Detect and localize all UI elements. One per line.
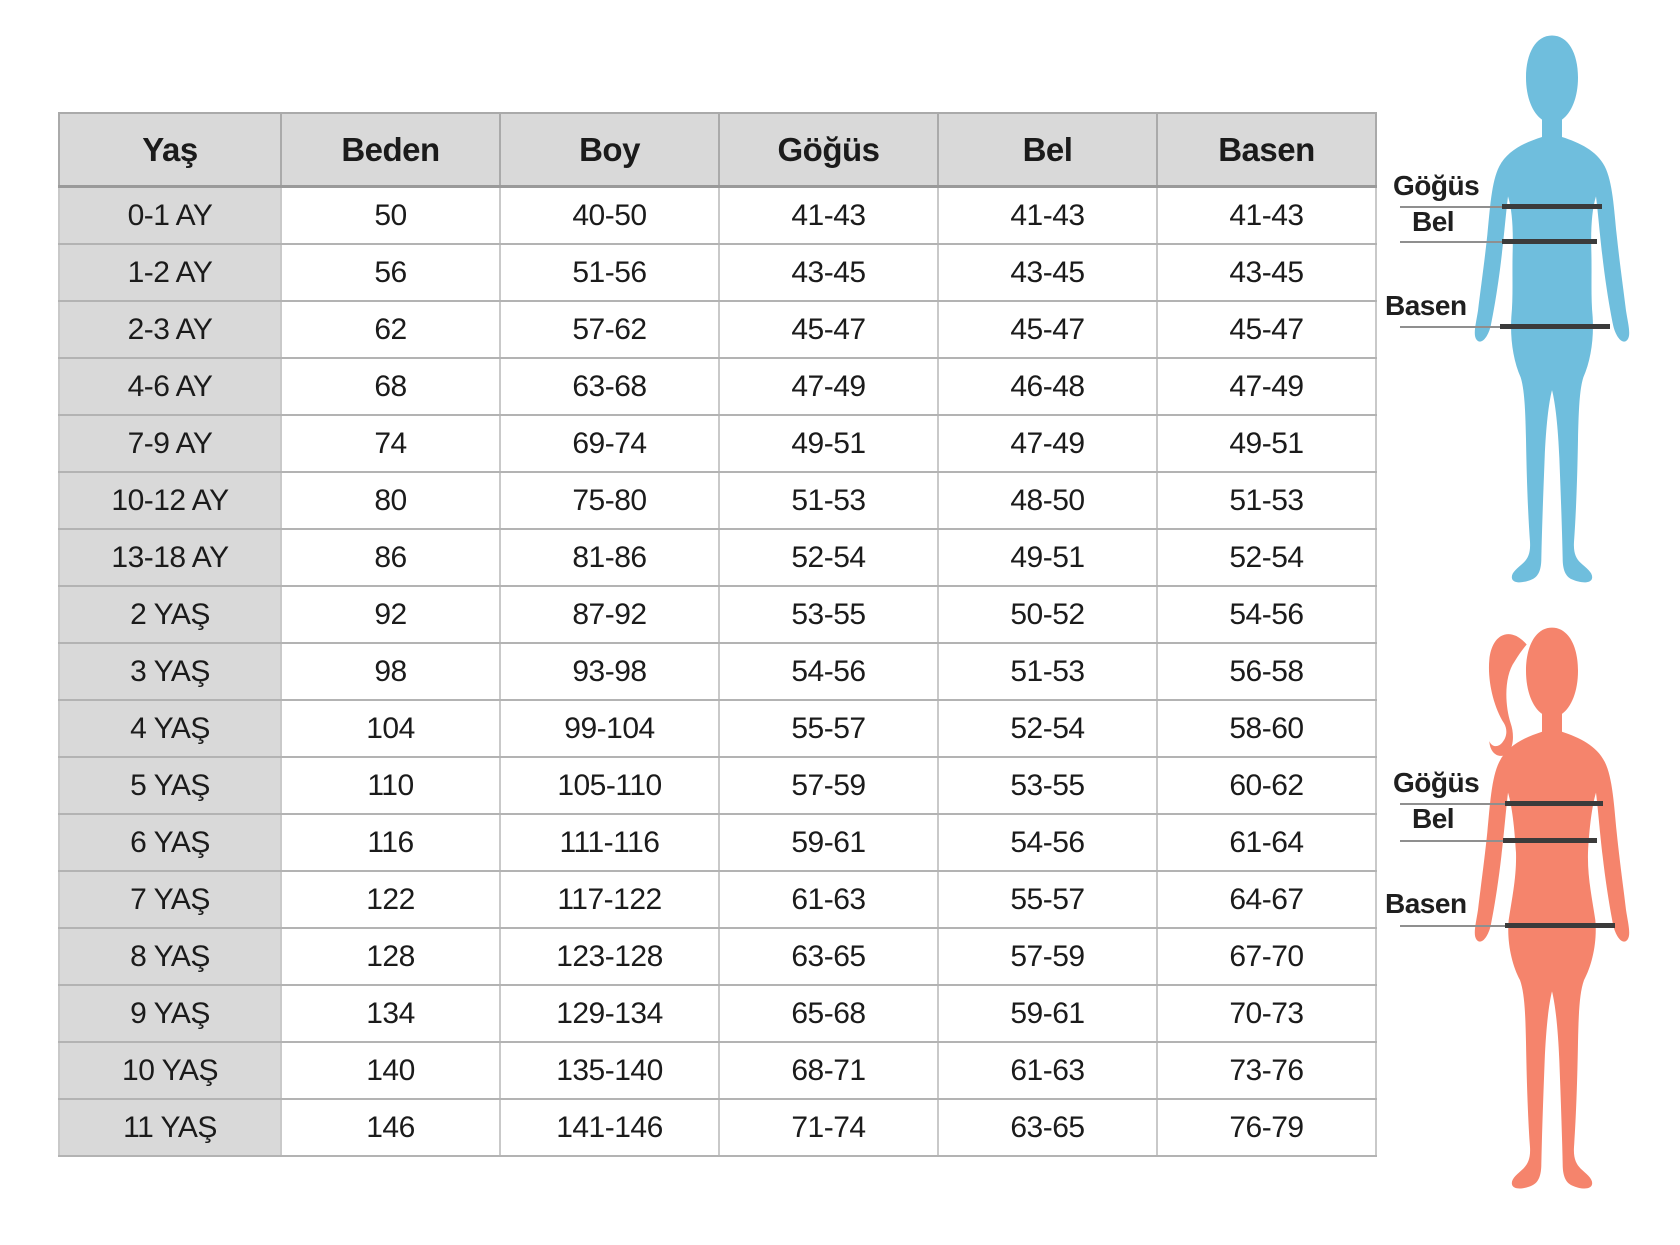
value-cell: 46-48 bbox=[938, 358, 1157, 415]
column-header: Basen bbox=[1157, 113, 1376, 187]
value-cell: 56-58 bbox=[1157, 643, 1376, 700]
age-cell: 6 YAŞ bbox=[59, 814, 281, 871]
value-cell: 98 bbox=[281, 643, 500, 700]
column-header: Yaş bbox=[59, 113, 281, 187]
table-body bbox=[59, 187, 1376, 1157]
table-row bbox=[59, 871, 1376, 928]
column-header: Bel bbox=[938, 113, 1157, 187]
value-cell: 68-71 bbox=[719, 1042, 938, 1099]
value-cell: 43-45 bbox=[719, 244, 938, 301]
value-cell: 47-49 bbox=[938, 415, 1157, 472]
value-cell: 63-65 bbox=[938, 1099, 1157, 1156]
age-cell: 0-1 AY bbox=[59, 187, 281, 245]
column-header: Boy bbox=[500, 113, 719, 187]
value-cell: 55-57 bbox=[719, 700, 938, 757]
girl-waist-measure-line bbox=[1503, 838, 1597, 843]
value-cell: 123-128 bbox=[500, 928, 719, 985]
value-cell: 64-67 bbox=[1157, 871, 1376, 928]
table-row bbox=[59, 187, 1376, 245]
value-cell: 54-56 bbox=[938, 814, 1157, 871]
value-cell: 116 bbox=[281, 814, 500, 871]
table-row bbox=[59, 472, 1376, 529]
value-cell: 111-116 bbox=[500, 814, 719, 871]
value-cell: 54-56 bbox=[1157, 586, 1376, 643]
age-cell: 11 YAŞ bbox=[59, 1099, 281, 1156]
value-cell: 65-68 bbox=[719, 985, 938, 1042]
table-row bbox=[59, 244, 1376, 301]
value-cell: 117-122 bbox=[500, 871, 719, 928]
header-row bbox=[59, 113, 1376, 187]
value-cell: 41-43 bbox=[1157, 187, 1376, 245]
value-cell: 41-43 bbox=[719, 187, 938, 245]
value-cell: 128 bbox=[281, 928, 500, 985]
girl-body-shape bbox=[1475, 628, 1629, 1189]
value-cell: 54-56 bbox=[719, 643, 938, 700]
value-cell: 56 bbox=[281, 244, 500, 301]
value-cell: 70-73 bbox=[1157, 985, 1376, 1042]
boy-body-shape bbox=[1475, 35, 1629, 582]
value-cell: 59-61 bbox=[719, 814, 938, 871]
value-cell: 50-52 bbox=[938, 586, 1157, 643]
value-cell: 41-43 bbox=[938, 187, 1157, 245]
value-cell: 51-53 bbox=[938, 643, 1157, 700]
boy-chest-measure-line bbox=[1502, 204, 1602, 209]
girl-hip-measure-line bbox=[1505, 923, 1615, 928]
table-row bbox=[59, 529, 1376, 586]
value-cell: 45-47 bbox=[1157, 301, 1376, 358]
value-cell: 134 bbox=[281, 985, 500, 1042]
girl-waist-label: Bel bbox=[1412, 803, 1455, 834]
value-cell: 129-134 bbox=[500, 985, 719, 1042]
age-cell: 2-3 AY bbox=[59, 301, 281, 358]
table-row bbox=[59, 586, 1376, 643]
value-cell: 146 bbox=[281, 1099, 500, 1156]
value-cell: 52-54 bbox=[938, 700, 1157, 757]
age-cell: 2 YAŞ bbox=[59, 586, 281, 643]
girl-ponytail-shape bbox=[1489, 634, 1527, 756]
age-cell: 7-9 AY bbox=[59, 415, 281, 472]
value-cell: 57-59 bbox=[719, 757, 938, 814]
value-cell: 45-47 bbox=[938, 301, 1157, 358]
value-cell: 61-63 bbox=[719, 871, 938, 928]
value-cell: 75-80 bbox=[500, 472, 719, 529]
age-cell: 3 YAŞ bbox=[59, 643, 281, 700]
value-cell: 63-68 bbox=[500, 358, 719, 415]
age-cell: 10 YAŞ bbox=[59, 1042, 281, 1099]
value-cell: 43-45 bbox=[1157, 244, 1376, 301]
value-cell: 40-50 bbox=[500, 187, 719, 245]
age-cell: 7 YAŞ bbox=[59, 871, 281, 928]
value-cell: 74 bbox=[281, 415, 500, 472]
value-cell: 60-62 bbox=[1157, 757, 1376, 814]
value-cell: 68 bbox=[281, 358, 500, 415]
age-cell: 4 YAŞ bbox=[59, 700, 281, 757]
value-cell: 73-76 bbox=[1157, 1042, 1376, 1099]
value-cell: 76-79 bbox=[1157, 1099, 1376, 1156]
size-table bbox=[58, 112, 1377, 1157]
column-header: Göğüs bbox=[719, 113, 938, 187]
value-cell: 105-110 bbox=[500, 757, 719, 814]
value-cell: 80 bbox=[281, 472, 500, 529]
boy-silhouette bbox=[1452, 30, 1652, 615]
value-cell: 53-55 bbox=[938, 757, 1157, 814]
boy-waist-measure-line bbox=[1502, 239, 1597, 244]
value-cell: 104 bbox=[281, 700, 500, 757]
value-cell: 49-51 bbox=[938, 529, 1157, 586]
value-cell: 48-50 bbox=[938, 472, 1157, 529]
column-header: Beden bbox=[281, 113, 500, 187]
value-cell: 50 bbox=[281, 187, 500, 245]
value-cell: 81-86 bbox=[500, 529, 719, 586]
value-cell: 99-104 bbox=[500, 700, 719, 757]
value-cell: 59-61 bbox=[938, 985, 1157, 1042]
value-cell: 61-64 bbox=[1157, 814, 1376, 871]
value-cell: 58-60 bbox=[1157, 700, 1376, 757]
table-row bbox=[59, 700, 1376, 757]
table-row bbox=[59, 928, 1376, 985]
value-cell: 55-57 bbox=[938, 871, 1157, 928]
table-row bbox=[59, 757, 1376, 814]
girl-silhouette bbox=[1452, 622, 1652, 1222]
table-row bbox=[59, 814, 1376, 871]
value-cell: 49-51 bbox=[1157, 415, 1376, 472]
value-cell: 51-56 bbox=[500, 244, 719, 301]
value-cell: 52-54 bbox=[719, 529, 938, 586]
value-cell: 110 bbox=[281, 757, 500, 814]
boy-hip-measure-line bbox=[1500, 324, 1610, 329]
value-cell: 57-59 bbox=[938, 928, 1157, 985]
value-cell: 43-45 bbox=[938, 244, 1157, 301]
table-row bbox=[59, 301, 1376, 358]
value-cell: 122 bbox=[281, 871, 500, 928]
table-row bbox=[59, 643, 1376, 700]
value-cell: 61-63 bbox=[938, 1042, 1157, 1099]
boy-chest-label: Göğüs bbox=[1393, 170, 1480, 201]
boy-hip-label: Basen bbox=[1385, 290, 1467, 321]
value-cell: 57-62 bbox=[500, 301, 719, 358]
value-cell: 135-140 bbox=[500, 1042, 719, 1099]
girl-chest-label: Göğüs bbox=[1393, 767, 1480, 798]
table-row bbox=[59, 358, 1376, 415]
boy-waist-label: Bel bbox=[1412, 206, 1455, 237]
value-cell: 49-51 bbox=[719, 415, 938, 472]
value-cell: 52-54 bbox=[1157, 529, 1376, 586]
value-cell: 92 bbox=[281, 586, 500, 643]
girl-chest-measure-line bbox=[1505, 801, 1603, 806]
age-cell: 5 YAŞ bbox=[59, 757, 281, 814]
value-cell: 45-47 bbox=[719, 301, 938, 358]
value-cell: 62 bbox=[281, 301, 500, 358]
value-cell: 47-49 bbox=[1157, 358, 1376, 415]
value-cell: 87-92 bbox=[500, 586, 719, 643]
girl-hip-label: Basen bbox=[1385, 888, 1467, 919]
value-cell: 86 bbox=[281, 529, 500, 586]
value-cell: 71-74 bbox=[719, 1099, 938, 1156]
age-cell: 10-12 AY bbox=[59, 472, 281, 529]
value-cell: 67-70 bbox=[1157, 928, 1376, 985]
value-cell: 51-53 bbox=[719, 472, 938, 529]
table-row bbox=[59, 1042, 1376, 1099]
table-row bbox=[59, 415, 1376, 472]
table-row bbox=[59, 1099, 1376, 1156]
value-cell: 63-65 bbox=[719, 928, 938, 985]
age-cell: 4-6 AY bbox=[59, 358, 281, 415]
value-cell: 69-74 bbox=[500, 415, 719, 472]
age-cell: 9 YAŞ bbox=[59, 985, 281, 1042]
value-cell: 53-55 bbox=[719, 586, 938, 643]
age-cell: 8 YAŞ bbox=[59, 928, 281, 985]
table-row bbox=[59, 985, 1376, 1042]
value-cell: 93-98 bbox=[500, 643, 719, 700]
age-cell: 1-2 AY bbox=[59, 244, 281, 301]
value-cell: 47-49 bbox=[719, 358, 938, 415]
value-cell: 140 bbox=[281, 1042, 500, 1099]
value-cell: 141-146 bbox=[500, 1099, 719, 1156]
age-cell: 13-18 AY bbox=[59, 529, 281, 586]
value-cell: 51-53 bbox=[1157, 472, 1376, 529]
